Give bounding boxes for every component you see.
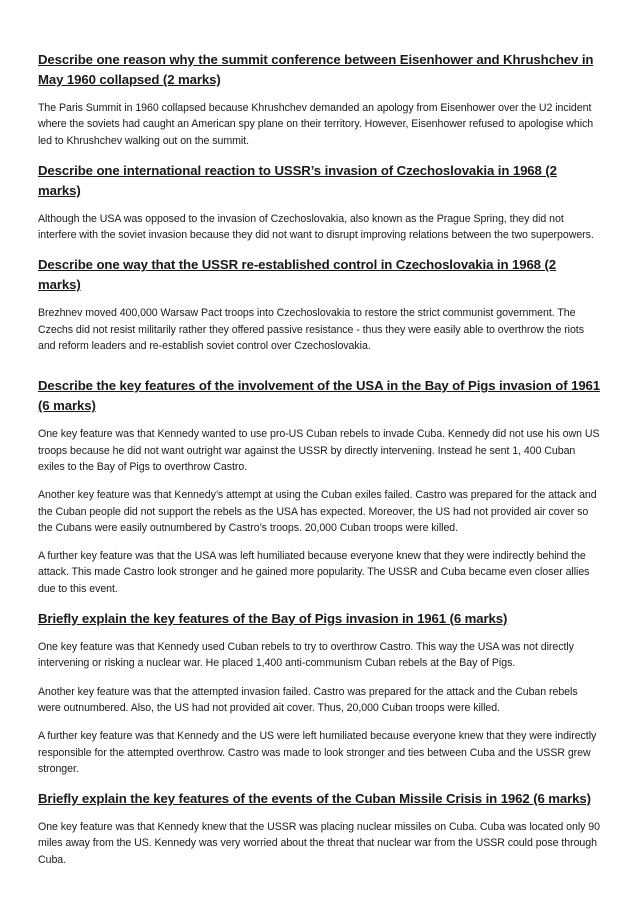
answer-paragraph: One key feature was that Kennedy used Cuban rebels to try to overthrow Castro. This way the USA was not directly intervening or risking a nuclear war. He placed 1,400 anti-communism Cuban rebels at the Bay of Pigs.: [38, 641, 574, 670]
question-section-6: [38, 789, 602, 868]
answer-paragraph: Although the USA was opposed to the invasion of Czechoslovakia, also known as the Prague Spring, they did not interfere with the soviet invasion because they did not want to disrupt improving relations between the two superpowers.: [38, 212, 594, 242]
question-heading: Briefly explain the key features of the events of the Cuban Missile Crisis in 1962 (6 marks): [38, 791, 591, 807]
question-section-5: [38, 609, 602, 777]
answer-paragraph: A further key feature was that the USA was left humiliated because everyone knew that they were indirectly behind the attack. This made Castro look stronger and he gained more popularity. The USSR and Cuba became even closer allies due to this event.: [38, 550, 590, 595]
document-page: [38, 50, 602, 880]
answer-paragraph: Another key feature was that the attempted invasion failed. Castro was prepared for the attack and the Cuban rebels were outnumbered. Also, the US had not provided ait cover. Thus, 20,000 Cuban troops were killed.: [38, 685, 578, 714]
question-section-2: [38, 161, 602, 244]
answer-paragraph: A further key feature was that Kennedy and the US were left humiliated because everyone knew that they were indirectly responsible for the attempted overthrow. Castro was made to look stronger and ties between Cuba and the USSR grew stronger.: [38, 730, 597, 775]
answer-paragraph: Another key feature was that Kennedy’s attempt at using the Cuban exiles failed. Castro was prepared for the attack and the Cuban people did not support the rebels as the USA has expected. Moreover, the US had not provided air cover so the Cubans were easily outnumbered by Castro’s troops. 20,000 Cuban troops were killed.: [38, 489, 597, 534]
answer-paragraph: One key feature was that Kennedy wanted to use pro-US Cuban rebels to invade Cuba. Kennedy did not use his own US troops because he did not want outright war against the USSR by directly intervening. Instead he sent 1, 400 Cuban exiles to the Bay of Pigs to overthrow Castro.: [38, 428, 600, 473]
question-heading: Briefly explain the key features of the Bay of Pigs invasion in 1961 (6 marks): [38, 611, 508, 627]
question-heading: Describe one reason why the summit conference between Eisenhower and Khrushchev in May 1960 collapsed (2 marks): [38, 52, 594, 87]
question-heading: Describe one international reaction to USSR’s invasion of Czechoslovakia in 1968 (2 marks): [38, 162, 557, 198]
answer-paragraph: One key feature was that Kennedy knew that the USSR was placing nuclear missiles on Cuba. Cuba was located only 90 miles away from the US. Kennedy was very worried about the threat that nuclear war from the USSR could pose through Cuba.: [38, 821, 600, 866]
question-heading: Describe one way that the USSR re-established control in Czechoslovakia in 1968 (2 marks): [38, 257, 556, 293]
answer-paragraph: The Paris Summit in 1960 collapsed because Khrushchev demanded an apology from Eisenhower over the U2 incident where the soviets had caught an American spy plane on their territory. However, Eisenhower refused to apologise which led to Khrushchev walking out on the summit.: [38, 102, 594, 147]
question-section-1: [38, 50, 602, 149]
question-section-3: [38, 255, 602, 354]
question-heading: Describe the key features of the involvement of the USA in the Bay of Pigs invasion of 1961 (6 marks): [38, 378, 601, 414]
question-section-4: [38, 376, 602, 597]
section-spacer: [38, 366, 602, 376]
answer-paragraph: Brezhnev moved 400,000 Warsaw Pact troops into Czechoslovakia to restore the strict communist government. The Czechs did not resist militarily rather they offered passive resistance - thus they were easily able to overthrow the riots and reform leaders and re-establish soviet control over Czechoslovakia.: [38, 307, 584, 353]
